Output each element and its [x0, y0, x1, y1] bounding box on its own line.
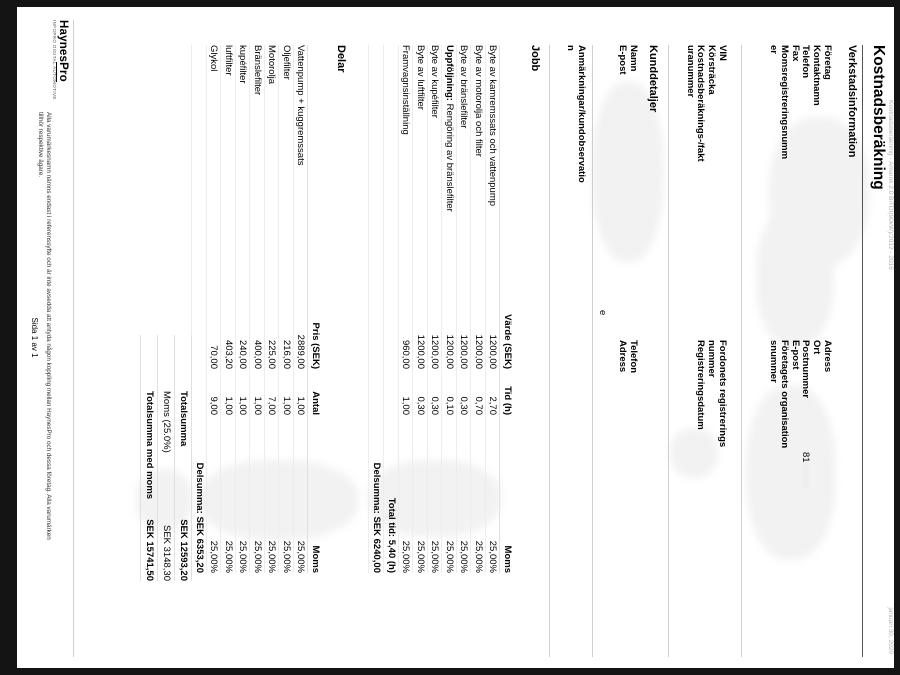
section-remarks — [564, 45, 586, 657]
part-row: Vattenpump + kuggremssats 2889,00 1,00 25,00% — [293, 45, 308, 573]
footer-divider — [73, 20, 74, 657]
vehicle-left-column — [684, 45, 727, 335]
job-row: Byte av bränslefilter 1200,00 0,30 25,00% — [456, 45, 471, 573]
remarks-label-line1: Anmärkningar/kundobservatio — [576, 45, 587, 183]
logo-tagline: INFOPRO DIGITAL AUTOMOTIVE — [52, 20, 57, 100]
workshop-right-column — [767, 340, 832, 655]
part-row: Bränslefilter 400,00 1,00 25,00% — [250, 45, 265, 573]
total-row: Totalsumma SEK 12593,20 — [175, 335, 192, 581]
section-jobs-heading: Jobb — [529, 45, 541, 72]
field-row: Körsträcka — [706, 45, 718, 95]
field-row: Kontaktnamn — [811, 45, 823, 106]
jobs-table — [368, 45, 514, 573]
print-header-title: Kostnadsberäkning - Amarok 2.0 BiTDI(90kW)/2012 - 2016 — [887, 100, 894, 270]
total-row: Totalsumma med moms SEK 15741,50 — [140, 335, 158, 581]
section-divider — [592, 45, 593, 657]
job-row: Uppföljning: Rengöring av bränslefilter 1200,00 0,10 25,00% — [442, 45, 457, 573]
field-row: Adress — [617, 340, 629, 373]
field-row: Fax — [789, 45, 801, 62]
print-header-date: januari 30, 2020 — [887, 607, 894, 654]
redacted-email-fragment: e — [597, 310, 608, 316]
parts-subtotal: Delsumma: SEK 6353,20 — [191, 45, 206, 573]
section-workshop — [752, 45, 858, 657]
remarks-label-line2: n — [565, 45, 577, 51]
field-row: Kostnadsberäknings-/fakturanummer — [684, 45, 707, 162]
field-row: E-post — [789, 340, 801, 370]
field-row: Företag — [822, 45, 833, 80]
parts-table — [191, 45, 322, 573]
field-row: Adress — [822, 340, 833, 373]
page-title: Kostnadsberäkning — [862, 45, 887, 657]
section-customer — [588, 45, 659, 657]
workshop-left-column — [767, 45, 832, 335]
col-header-vat: Moms — [502, 545, 513, 573]
document-page — [17, 7, 894, 668]
col-header-value: Värde (SEK) — [502, 314, 513, 369]
section-customer-heading: Kunddetaljer — [647, 45, 659, 113]
section-divider — [668, 45, 669, 657]
jobs-subtotal: Delsumma: SEK 6240,00 — [368, 45, 383, 573]
field-row: Telefon — [800, 45, 812, 79]
job-row: Byte av motorolja och filter 1200,00 0,70 25,00% — [471, 45, 486, 573]
jobs-total-time: Total tid: 5,40 (h) — [383, 45, 398, 573]
vehicle-right-column — [695, 340, 727, 655]
section-parts-heading: Delar — [335, 45, 347, 73]
col-header-price: Pris (SEK) — [310, 322, 321, 369]
part-row: Oljefilter 216,00 1,00 25,00% — [279, 45, 294, 573]
customer-right-column — [616, 340, 638, 655]
field-row: Registreringsdatum — [695, 340, 707, 430]
section-divider — [549, 45, 550, 657]
field-row: Momsregistreringsnummer — [768, 45, 790, 160]
job-row: Framvagnsinställning 960,00 1,00 25,00% — [398, 45, 413, 573]
document-content — [17, 7, 894, 668]
field-row: Postnummer 81 — [800, 340, 811, 655]
totals-block — [140, 335, 192, 581]
footer-disclaimer: Alla varumärkesnamn nämns endast i referenssyfte och är inte avsedda att antyda någon koppling mellan HaynesPro och dessa företag. Alla varumärken tillhör respektive ägare. — [37, 112, 52, 540]
field-row: E-post — [617, 45, 629, 75]
part-row: kupéfilter 240,00 1,00 25,00% — [235, 45, 250, 573]
customer-left-column — [616, 45, 638, 335]
part-row: luftfilter 403,20 1,00 25,00% — [221, 45, 236, 573]
section-workshop-heading: Verkstadsinformation — [846, 45, 858, 158]
field-row: Ort — [811, 340, 823, 355]
section-vehicle — [677, 45, 727, 657]
print-header — [886, 100, 894, 654]
field-row: Företagets organisationsnummer — [768, 340, 790, 449]
page-number: Sida 1 av 1 — [30, 317, 39, 358]
job-row: Byte av kupéfilter 1200,00 0,30 25,00% — [427, 45, 442, 573]
parts-table-header — [308, 45, 323, 573]
part-row: Glykol 70,00 9,00 25,00% — [206, 45, 221, 573]
total-row: Moms (25.0%) SEK 3148,30 — [158, 335, 175, 581]
job-row: Byte av kamremssats och vattenpump 1200,00 2,70 25,00% — [485, 45, 500, 573]
inline-redaction — [802, 463, 809, 489]
job-row: Byte av luftfilter 1200,00 0,30 25,00% — [413, 45, 428, 573]
haynespro-logo: HaynesPro INFOPRO DIGITAL AUTOMOTIVE — [52, 20, 69, 100]
jobs-table-header — [500, 45, 515, 573]
section-divider — [741, 45, 742, 657]
col-header-time: Tid (h) — [502, 386, 513, 415]
part-row: Motorolja 225,00 7,00 25,00% — [264, 45, 279, 573]
field-row: Telefon — [628, 340, 639, 374]
col-header-vat: Moms — [310, 545, 321, 573]
col-header-qty: Antal — [310, 391, 321, 415]
field-row: VIN — [717, 45, 728, 61]
field-row: Namn — [628, 45, 639, 72]
field-row: Fordonets registreringsnummer — [706, 340, 728, 448]
